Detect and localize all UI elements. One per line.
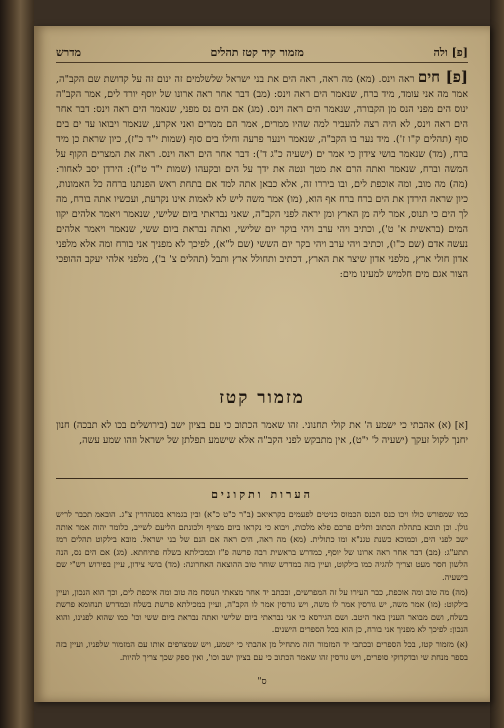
main-commentary: [56, 70, 468, 282]
page-footer-mark: ס": [257, 677, 267, 687]
note-paragraph: כמו שמפורש כולו ויכו כנס הכנס הכמוס כניטים לפעמים בקראיאב (ב"ר כ"ט כ"א) ובין בגמרא בסנהדרין צ"ג. הובאמ תכבר לריש גולן. וכן תובא בתהלת הכתוב ותלים פרכם פלא מלכות, ויבוא כי נקראו ביום מצויף ולכונתם הליעם לשייב, כלומר יהוה אמר אותה ישב לפני הים, וכמוכא כשנת טגנ"א ומו כתולית. (מא) מה ראה, הים ראה אם הנם של בני ישראל. מובא בילקוט תהלים רמז תתע"ג: (מב) דבר אחר ראה ארונו של יוסף, כמדרש בראשית רבה פרשה פ"ז ובמכילתא בשלח פתיחתא. (מג) אם הים נס, הנה הלשון חסר מעט וצריך להגיה כמו בילקוט, ועיין בזה במדרש שוחר טוב ההוצאה האחרונה: (מד) בושי צידון, עיין בפירוש רש"י שם בישעיה.: [56, 509, 468, 582]
note-paragraph: (מה) מה טוב ומה אוכפת, כבר העירו על זה המפרשים, ובכתב יד אחר מצאתי הנוסח מה טוב ומה איכפת לים, וכך הוא הנכון, ועיין בילקוט: (מו) אמר משה, יש גורסין אמר לו משה, ויש גורסין אמר לו הקב"ה, ועיין במכילתא פרשת בשלח ובמדרש תנחומא פרשת בשלח, ושם מבואר הענין באר היטב. ושם הגירסא כי אני נבראתי ביום שלישי ואתה נבראת ביום ששי וכו' כמו שהוא לפנינו, והוא הנכון: לפיכך לא מפניך אני בורח, כן הוא בכל הספרים הישנים.: [56, 586, 468, 635]
notes-section: [56, 508, 468, 665]
note-paragraph: (א) מזמור קטז, בכל הספרים ובכתבי יד המזמור הזה מתחיל מן אהבתי כי ישמע, ויש שמצרפים אותו עם המזמור שלפניו, ועיין בזה בספר מנחת שי ובדקדוקי סופרים, ויש גורסין זהו שאמר הכתוב כי עם בציון ישב וכו', ואין ספק שכך צריך להיות.: [56, 638, 468, 662]
lead-word: [פ] חים: [417, 68, 468, 86]
psalm-text: [א] (א) אהבתי כי ישמע ה' את קולי תחנוני. זהו שאמר הכתוב כי עם בציון ישב (בירושלים בכו לא תבכה) חנון יחנך לקול זעקך (ישעיה ל' י"ט), אין מתבקש לפני הקב"ה אלא שישמע תפלתן של ישראל וזהו שמע עשה,: [56, 420, 468, 446]
book-page: [34, 26, 490, 702]
main-paragraph: ראה וינס. (מא) מה ראה, ראה הים את בני ישראל שלשלמים זה ינום זה על קדושת שם הקב"ה, אמר מה אני עומד, מיד ברח, שנאמר הים ראה וינס: (מב) דבר אחר ראה ארונו של יוסף יורד לים, אמר הקב"ה ינוס הים מפני הנס מן הקבורה, שנאמר הים ראה וינס. (מג) אם הים נס מפני, שנאמר הים ראה וינס: דבר אחר הים ראה וינס, לא היה רצה להעביר למה שהיו ממרים, אמר הם ממרים ואני אקרע, שנאמר ויבואו עד ים בים סוף (תהלים ק"ו ז'). מיד נער בו הקב"ה, שנאמר וינער פרעה וחילו בים סוף (שמות י"ד כ"ז), כיון שראת כן מיד ברח, (מד) שנאמר בושי צידון כי אמר ים (ישעיה כ"ג ד'): דבר אחר הים ראה וינס. ראה את המצרים הקוף על המשה וברח, שנאמר ואתה הרם את מטך ונטה את ידך על הים ובקעהו (שמות י"ד ט"ז): הירדן יסב לאחור: (מה) מה מוב, ומה אוכפת לים, ובו ביררו זה, אלא כבאן אתה למד אם בתחת ראש הפנתנו ברחה כל האמונות, כיון שראה הירדן את הים ברח ברח אף הוא, (מו) אמר משה ליש לא לאמות אינו נקרעת, ועכשיו אתה בורח, מה לך הים כי תנוס, אמר ליה מן הארץ ומן יראה לפני הקב"ה, שאני נבראתי ביום שלישי, שנאמר ויאמר אלהים יקוו המים (בראשית א' ט'), וכתיב ויהי ערב ויהי בוקר יום שלישי, ואתה נבראת ביום ששי, שנאמר ויאמר אלהים נעשה אדם (שם כ"ו), וכתיב ויהי ערב ויהי בקר יום הששי (שם ל"א), לפיכך לא מפניך אני בורח ומה אלא מלפני אדון חולי ארץ, מלפני אדון שיצר את הארץ, דכתיב ותחולל ארץ ותבל (תהלים צ' ב'), מלפני אלהי יעקב ההופכי הצור אגם מים חלמיש למעינו מים:: [56, 74, 468, 280]
adjacent-page-edge: [490, 0, 504, 728]
psalm-opening: [56, 418, 468, 448]
header-center: מזמור קיד קטז תהלים: [210, 45, 304, 59]
section-title: מזמור קטז: [219, 388, 305, 408]
book-spine-edge: [0, 0, 34, 728]
running-header: [56, 44, 468, 63]
divider-rule: [56, 478, 468, 479]
header-right: [פ] ולה: [433, 45, 468, 59]
notes-title: הערות ותקונים: [211, 488, 313, 501]
header-left: מדרש: [56, 45, 82, 59]
